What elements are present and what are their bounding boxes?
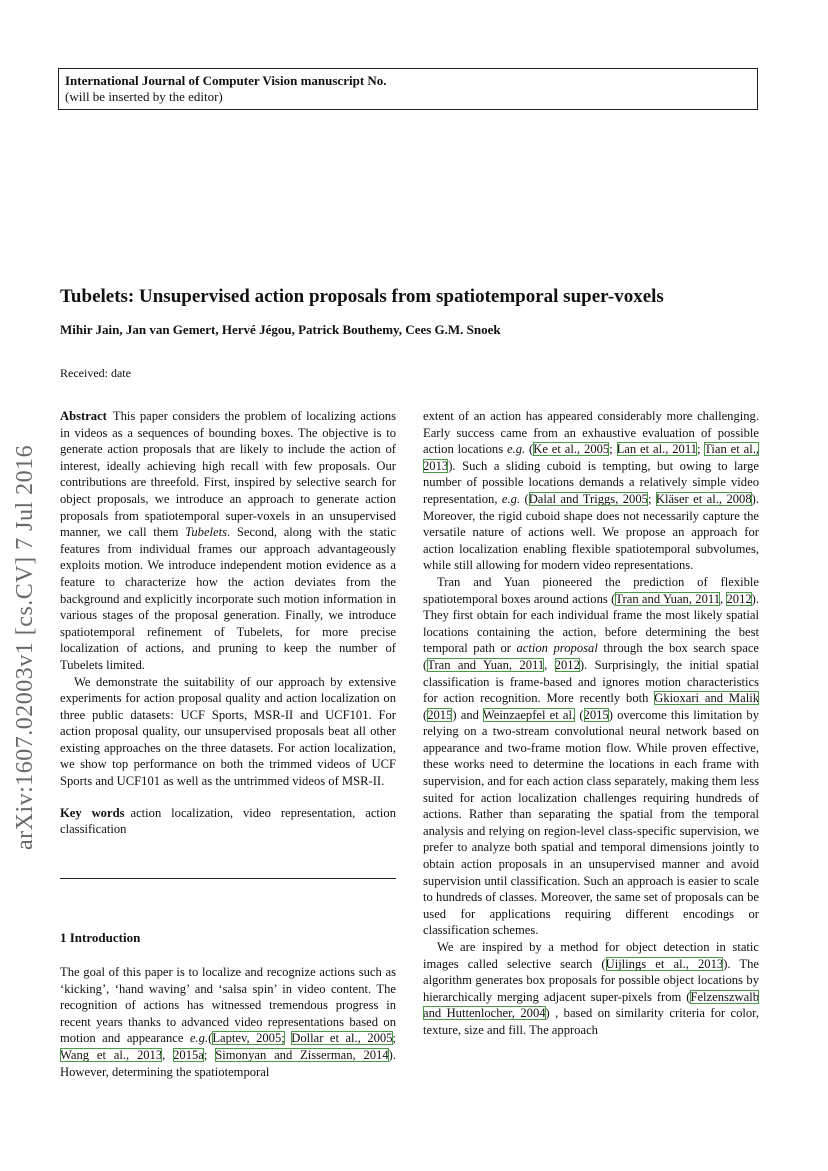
citation-link[interactable]: Dollar et al., 2005	[291, 1031, 393, 1046]
citation-link[interactable]: Ke et al., 2005	[533, 442, 610, 457]
abstract-paragraph-1: Abstract This paper considers the problem of localizing actions in videos as a sequences of bounding boxes. The objective is to generate action proposals that are likely to include the action of interest, ideally achieving high recall with few proposals. Our contributions are threefold. First, inspired by selective search for object proposals, we introduce an approach to generate action proposals from spatiotemporal super-voxels in an unsupervised manner, we call them Tubelets. Second, along with the static features from individual frames our approach advantageously exploits motion. We introduce independent motion evidence as a feature to characterize how the action deviates from the background and explicitly incorporate such motion information in various stages of the proposal generation. Finally, we introduce spatiotemporal refinement of Tubelets, for more precise localization of actions, and pruning to keep the number of Tubelets limited.	[60, 409, 397, 672]
citation-link[interactable]: Weinzaepfel et al.	[482, 707, 576, 722]
editor-note: (will be inserted by the editor)	[65, 89, 223, 104]
intro-paragraph-3: Tran and Yuan pioneered the prediction of flexible spatiotemporal boxes around actions (Tran and Yuan, 2011, 2012). They first obtain for each individual frame the most likely spatial locations containing the action, before determining the best temporal path or action proposal through the box search space (Tran and Yuan, 2011, 2012). Surprisingly, the initial spatial classification is frame-based and ignores motion characteristics for action recognition. More recently both Gkioxari and Malik (2015) and Weinzaepfel et al. (2015) overcome this limitation by relying on a two-stream convolutional neural network based on appearance and two-frame motion flow. While proven effective, these works need to determine the locations in each frame with supervision, and for each action class separately, making them less suited for action localization challenges requiring hundreds of actions. Rather than separating the spatial from the temporal analysis and relying on region-level class-specific supervision, we prefer to analyze both spatial and temporal dimensions jointly to obtain action proposals in an unsupervised manner and avoid supervision until classification. Such an approach is easier to scale to hundreds of classes. Moreover, the same set of proposals can be used for applications requiring different encodings or classification schemes.	[423, 574, 760, 938]
citation-link[interactable]: 2012	[726, 591, 752, 606]
citation-link[interactable]: 2015	[427, 707, 453, 722]
intro-paragraph-1: The goal of this paper is to localize and recognize actions such as ‘kicking’, ‘hand waving’ and ‘salsa spin’ in video content. The recognition of actions has witnessed tremendous progress in recent years thanks to advanced video representations based on motion and appearance e.g.(Laptev, 2005; Dollar et al., 2005; Wang et al., 2013, 2015a; Simonyan and Zisserman, 2014). However, determining the spatiotemporal	[60, 965, 397, 1079]
citation-link[interactable]: Tran and Yuan, 2011	[427, 657, 545, 672]
intro-paragraph-4: We are inspired by a method for object detection in static images called selective search (Uijlings et al., 2013). The algorithm generates box proposals for possible object locations by hierarchically merging adjacent super-pixels from (Felzenszwalb and Huttenlocher, 2004) , based on similarity criteria for color, texture, size and fill. The approach	[423, 940, 760, 1037]
abstract-label: Abstract	[60, 409, 107, 423]
section-divider	[60, 878, 396, 879]
abstract-section	[60, 408, 396, 838]
keywords: Key words action localization, video representation, action classification	[60, 805, 396, 837]
author-list: Mihir Jain, Jan van Gemert, Hervé Jégou, Patrick Bouthemy, Cees G.M. Snoek	[60, 322, 501, 337]
citation-link[interactable]: 2015a	[173, 1047, 204, 1062]
citation-link[interactable]: Simonyan and Zisserman, 2014	[215, 1047, 389, 1062]
intro-right-column	[423, 408, 759, 1039]
arxiv-stamp: arXiv:1607.02003v1 [cs.CV] 7 Jul 2016	[12, 444, 38, 850]
citation-link[interactable]: Gkioxari and Malik	[654, 691, 759, 706]
citation-link[interactable]: Tian et al., 2013	[423, 442, 759, 473]
journal-header-box	[58, 68, 758, 110]
citation-link[interactable]: Tran and Yuan, 2011	[615, 591, 721, 606]
citation-link[interactable]: 2012	[554, 657, 580, 672]
keywords-label: Key words	[60, 805, 125, 820]
citation-link[interactable]: Uijlings et al., 2013	[605, 956, 724, 971]
abstract-paragraph-2: We demonstrate the suitability of our approach by extensive experiments for action proposal quality and action localization on three public datasets: UCF Sports, MSR-II and UCF101. For action proposal quality, our unsupervised proposals beat all other existing approaches on the three datasets. For action localization, we show top performance on both the trimmed videos of UCF Sports and UCF101 as well as the untrimmed videos of MSR-II.	[60, 674, 396, 789]
section-heading-introduction: 1 Introduction	[60, 930, 141, 945]
citation-link[interactable]: Laptev, 2005;	[212, 1031, 285, 1046]
paper-title: Tubelets: Unsupervised action proposals from spatiotemporal super-voxels	[60, 286, 664, 307]
citation-link[interactable]: 2015	[583, 707, 609, 722]
citation-link[interactable]: Kläser et al., 2008	[655, 491, 752, 506]
intro-left-column	[60, 964, 396, 1080]
citation-link[interactable]: Lan et al., 2011	[616, 442, 697, 457]
intro-paragraph-2: extent of an action has appeared considerably more challenging. Early success came from an exhaustive evaluation of possible action locations e.g. (Ke et al., 2005; Lan et al., 2011; Tian et al., 2013). Such a sliding cuboid is tempting, but owing to large number of possible locations demands a relatively simple video representation, e.g. (Dalal and Triggs, 2005; Kläser et al., 2008). Moreover, the rigid cuboid shape does not necessarily capture the versatile nature of actions well. We propose an approach for action localization enabling flexible spatiotemporal subvolumes, while still allowing for modern video representations.	[423, 409, 759, 573]
citation-link[interactable]: Dalal and Triggs, 2005	[528, 491, 648, 506]
journal-name: International Journal of Computer Vision manuscript No.	[65, 73, 387, 88]
citation-link[interactable]: Felzenszwalb and Huttenlocher, 2004	[423, 989, 759, 1021]
citation-link[interactable]: Wang et al., 2013	[60, 1047, 163, 1062]
received-date: Received: date	[60, 366, 131, 380]
